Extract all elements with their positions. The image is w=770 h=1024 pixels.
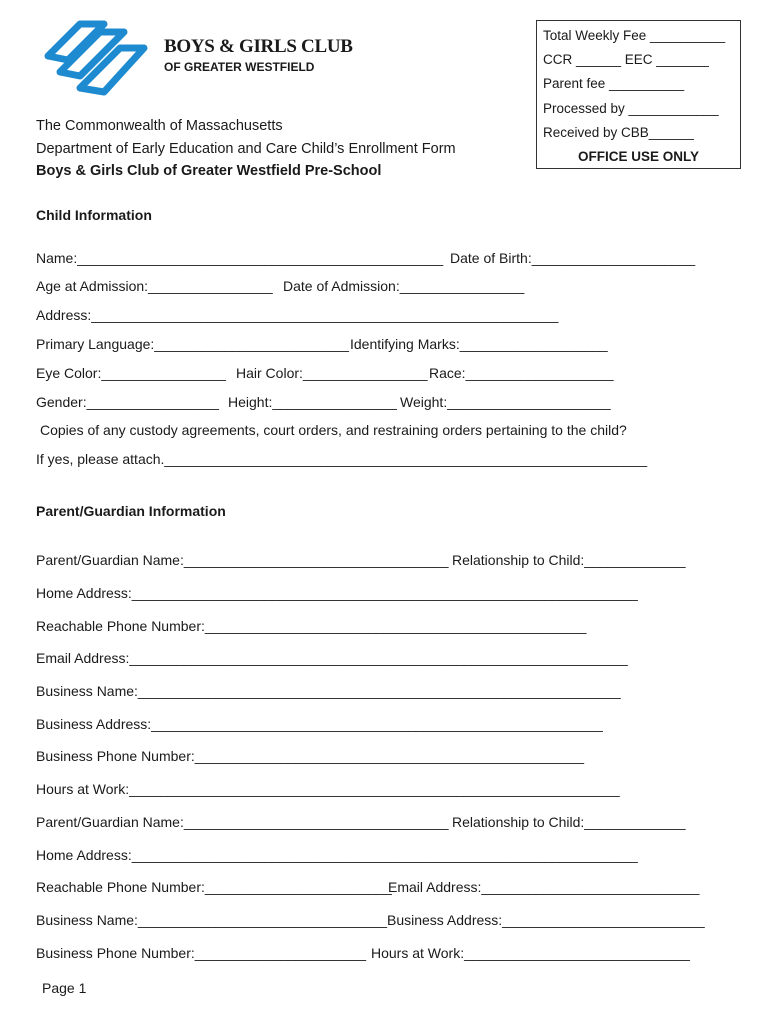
title-department: Department of Early Education and Care Child’s Enrollment Form xyxy=(36,141,456,157)
hair-color-field[interactable]: Hair Color:________________ xyxy=(236,365,428,381)
guardian2-email-field[interactable]: Email Address:____________________________ xyxy=(388,879,700,895)
guardian2-business-address-field[interactable]: Business Address:__________________________ xyxy=(387,912,705,928)
date-of-admission-field[interactable]: Date of Admission:________________ xyxy=(283,278,525,294)
weight-field[interactable]: Weight:_____________________ xyxy=(400,394,611,410)
ccr-eec-field[interactable]: CCR ______ EEC _______ xyxy=(543,52,709,67)
guardian2-phone-field[interactable]: Reachable Phone Number:________________________ xyxy=(36,879,392,895)
guardian2-hours-field[interactable]: Hours at Work:_____________________________ xyxy=(371,945,690,961)
primary-language-field[interactable]: Primary Language:_________________________ xyxy=(36,336,349,352)
date-of-birth-field[interactable]: Date of Birth:_____________________ xyxy=(450,250,696,266)
guardian2-business-phone-field[interactable]: Business Phone Number:______________________ xyxy=(36,945,367,961)
guardian1-email-field[interactable]: Email Address:________________________________________________________________ xyxy=(36,650,628,666)
office-use-box xyxy=(536,20,741,169)
eye-color-field[interactable]: Eye Color:________________ xyxy=(36,365,226,381)
office-use-only-label: OFFICE USE ONLY xyxy=(577,149,700,164)
total-weekly-fee-field[interactable]: Total Weekly Fee __________ xyxy=(543,28,726,43)
title-preschool: Boys & Girls Club of Greater Westfield Pre-School xyxy=(36,163,382,179)
guardian1-relationship-field[interactable]: Relationship to Child:_____________ xyxy=(452,552,686,568)
age-at-admission-field[interactable]: Age at Admission:________________ xyxy=(36,278,273,294)
club-logo xyxy=(40,16,370,96)
guardian2-relationship-field[interactable]: Relationship to Child:_____________ xyxy=(452,814,686,830)
race-field[interactable]: Race:___________________ xyxy=(429,365,614,381)
guardian2-home-address-field[interactable]: Home Address:_________________________________________________________________ xyxy=(36,847,638,863)
custody-question: Copies of any custody agreements, court orders, and restraining orders pertaining to the child? xyxy=(40,422,627,438)
guardian1-business-name-field[interactable]: Business Name:______________________________________________________________ xyxy=(36,683,621,699)
logo-text-secondary: OF GREATER WESTFIELD xyxy=(164,60,315,74)
page-number: Page 1 xyxy=(42,980,87,996)
guardian1-business-address-field[interactable]: Business Address:__________________________________________________________ xyxy=(36,716,603,732)
gender-field[interactable]: Gender:_________________ xyxy=(36,394,219,410)
hands-logo-icon xyxy=(40,16,158,96)
height-field[interactable]: Height:________________ xyxy=(228,394,397,410)
guardian2-name-field[interactable]: Parent/Guardian Name:__________________________________ xyxy=(36,814,449,830)
processed-by-field[interactable]: Processed by ____________ xyxy=(543,101,719,116)
title-commonwealth: The Commonwealth of Massachusetts xyxy=(36,118,283,134)
identifying-marks-field[interactable]: Identifying Marks:___________________ xyxy=(350,336,608,352)
guardian2-business-name-field[interactable]: Business Name:________________________________ xyxy=(36,912,388,928)
parent-info-heading: Parent/Guardian Information xyxy=(36,503,226,519)
guardian1-name-field[interactable]: Parent/Guardian Name:__________________________________ xyxy=(36,552,449,568)
guardian1-home-address-field[interactable]: Home Address:_________________________________________________________________ xyxy=(36,585,638,601)
child-name-field[interactable]: Name:_______________________________________________ xyxy=(36,250,444,266)
guardian1-hours-field[interactable]: Hours at Work:_______________________________________________________________ xyxy=(36,781,620,797)
received-by-field[interactable]: Received by CBB______ xyxy=(543,125,694,140)
child-info-heading: Child Information xyxy=(36,207,152,223)
custody-attach-field[interactable]: If yes, please attach.______________________________________________________________ xyxy=(36,451,648,467)
child-address-field[interactable]: Address:____________________________________________________________ xyxy=(36,307,559,323)
parent-fee-field[interactable]: Parent fee __________ xyxy=(543,76,685,91)
guardian1-business-phone-field[interactable]: Business Phone Number:__________________________________________________ xyxy=(36,748,585,764)
logo-text-primary: BOYS & GIRLS CLUB xyxy=(164,36,353,57)
guardian1-phone-field[interactable]: Reachable Phone Number:_________________________________________________ xyxy=(36,618,587,634)
